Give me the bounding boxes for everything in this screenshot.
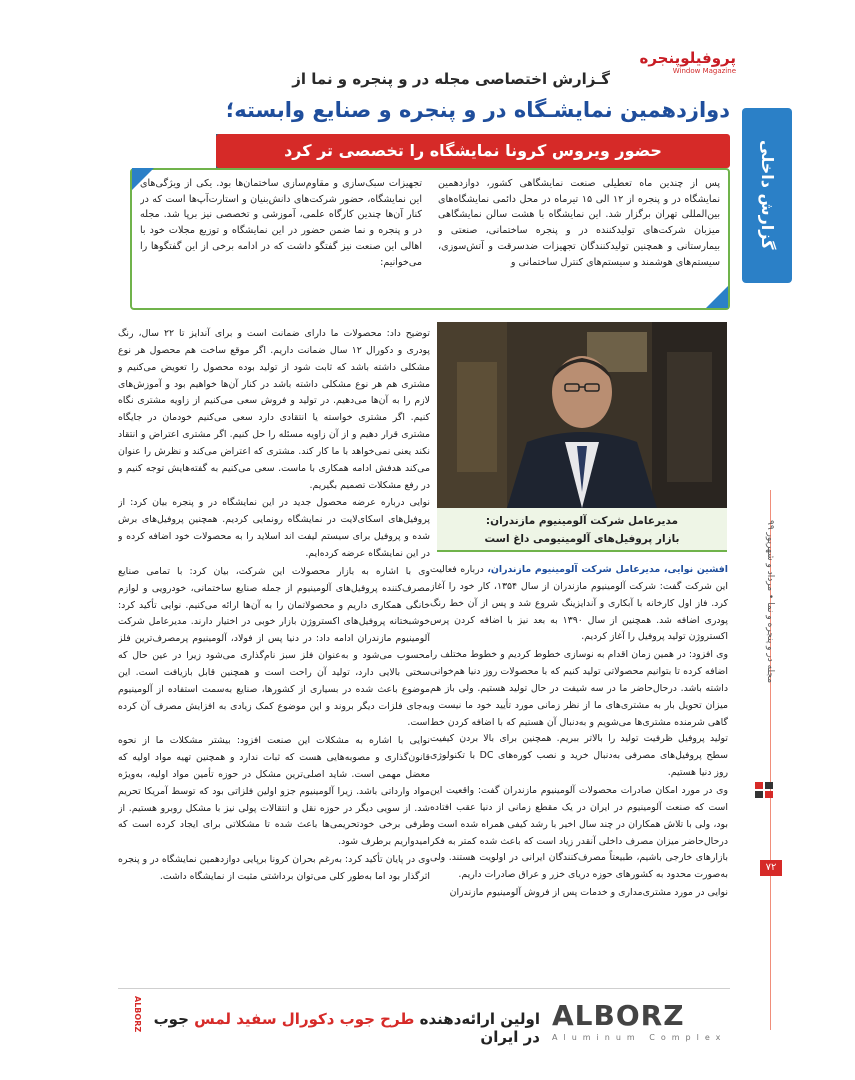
headline-main: دوازدهمین نمایشـگاه در و پنجره و صنایع وابسته؛	[225, 98, 730, 122]
headline-kicker: گـزارش اختصاصی مجله در و پنجره و نما از	[292, 70, 610, 88]
magazine-brand	[636, 50, 736, 80]
advertiser-vertical-mark: ALBORZ	[133, 996, 142, 1033]
article-paragraph: وی افزود: در همین زمان اقدام به نوسازی خطوط کردیم و خطوط مختلف را اضافه کرده تا بتوانیم محصولاتی تولید کنیم که با محصولات روز دنیا هم‌خوانی داشته باشد. درحال‌حاضر ما در سه شیفت در حال تولید هستیم. ولی باز هم میزان تحویل بار به مشتری‌های ما از نظر زمانی مورد تأیید خود ما نیست و گاهی شرمنده مشتری‌ها می‌شویم و به‌دنبال آن هستیم که با اضافه کردن خط تولید پروفیل ظرفیت تولید را بالاتر ببریم. همچنین برای بالا بردن کیفیت سطح پروفیل‌های مصرفی به‌دنبال خرید و نصب کوره‌های DC با تکنولوژی روز دنیا هستیم.	[430, 649, 728, 779]
article-paragraph: توضیح داد: محصولات ما دارای ضمانت است و برای آندایز تا ۲۲ سال، رنگ پودری و دکورال ۱۲ سال ضمانت داریم. اگر موقع ساخت هم محصول هر نوع مشکلی داشته باشد که ثابت شود از تولید بوده محصول را تعویض می‌کنیم و مشتری هم هر نوع مشکلی داشته باشد در کنار آن‌ها خواهیم بود و آموزش‌های لازم را به آن‌ها می‌دهیم. در تولید و فروش سعی می‌کنیم از زاویه مشتری نگاه کنیم. اگر مشتری خواسته یا انتقادی دارد سعی می‌کنیم خودمان در جایگاه مشتری قرار دهیم و از آن زاویه مسئله را حل کنیم. اگر مشتری اعتراض و انتقاد نکند یعنی نمی‌خواهد با ما کار کند. مشتری که اعتراض می‌کند و نظرش را عنوان می‌کند هدفش ادامه همکاری با ماست. سعی می‌کنیم به گفته‌هایش توجه کنیم و در رفع مشکلات تصمیم بگیریم.	[118, 328, 430, 491]
side-issue-label: مجله در و پنجره و نما • مرداد و شهریور ۹۹	[765, 520, 775, 684]
caption-line-1: مدیرعامل شرکت آلومینیوم مازندران:	[485, 515, 679, 527]
article-paragraph: نوایی درباره عرضه محصول جدید در این نمایشگاه در و پنجره بیان کرد: از پروفیل‌های اسکای‌لایت در نمایشگاه رونمایی کردیم. همچنین پروفیل‌های برش شده و پروفیل برای سیستم لیفت اند اسلاید را به محصولات خود اضافه کرده و در این نمایشگاه عرضه کرده‌ایم.	[118, 497, 430, 559]
portrait-photo	[437, 322, 727, 508]
article-lead: افشین نوایی، مدیرعامل شرکت آلومینیوم مازندران،	[487, 564, 728, 575]
advertiser-logo-subtitle: Aluminum Complex	[552, 1033, 727, 1042]
photo-caption	[437, 508, 727, 552]
headline-subtitle-bar: حضور ویروس کرونا نمایشگاه را تخصصی تر کرد	[216, 134, 730, 168]
article-column-left	[118, 326, 430, 980]
advertiser-logo	[552, 1000, 730, 1052]
magazine-icon	[753, 780, 775, 800]
caption-line-2: بازار پروفیل‌های آلومینیومی داغ است	[484, 533, 680, 545]
brand-logo: پروفیلوپنجره	[639, 49, 736, 67]
article-paragraph: وی با اشاره به بازار محصولات این شرکت، بیان کرد: با تمامی صنایع مصرف‌کننده پروفیل‌های آلومینیوم از جمله صنایع ساختمانی، خودرویی و لوازم خانگی همکاری داریم و محصولاتمان را به آن‌ها ارائه می‌کنیم. نوایی تأکید کرد: خوشبختانه پروفیل‌های اکستروژن بازار خوبی در اختیار دارند. مدیرعامل شرکت آلومینیوم مازندران ادامه داد: در دنیا پس از فولاد، آلومینیوم پرمصرف‌ترین فلز محسوب می‌شود و به‌عنوان فلز سبز نام‌گذاری می‌شود زیرا در عین حال که سختی بالایی دارد، تولید آن راحت است و همچنین قابل بازیافت است. این موضوع باعث شده در بسیاری از کشورها، صنایع به‌سمت استفاده از آلومینیوم به‌جای فلزات دیگر بروند و این موضوع کمک زیادی به افزایش مصرف آن کرده است.	[118, 565, 430, 729]
ad-text-pre: اولین ارائه‌دهنده	[419, 1010, 540, 1028]
footer-divider	[118, 988, 730, 989]
article-paragraph: نوایی با اشاره به مشکلات این صنعت افزود: بیشتر مشکلات ما از نحوه قانون‌گذاری و مصوبه‌هایی هست که ثبات ندارد و همچنین تهیه مواد اولیه که معضل مهمی است. شاید اصلی‌ترین مشکل در حوزه تأمین مواد اولیه، به‌ویژه مواد وارداتی باشد. زیرا آلومینیوم جزو اولین فلزاتی بود که توسط آمریکا تحریم شد. از سویی دیگر در حوزه نقل و انتقالات پولی نیز با مشکل روبرو هستیم. از طرفی برخی خودتحریمی‌ها باعث شده تا مشکلاتی برای ایجاد کرده است که امیدواریم برطرف شود.	[118, 735, 430, 848]
intro-text-right: پس از چندین ماه تعطیلی صنعت نمایشگاهی کشور، دوازدهمین نمایشگاه در و پنجره از ۱۲ الی ۱۵ تیرماه در محل دائمی نمایشگاه‌های بین‌المللی تهران برگزار شد. این نمایشگاه با هشت سالن نمایشگاهی میزبان شرکت‌های تولیدکننده در و پنجره ساختمانی، صنعتی و بیمارستانی و همچنین تولیدکنندگان تجهیزات ضدسرقت و آتش‌سوزی، سیستم‌های هوشمند و سیستم‌های کنترل ساختمانی و	[438, 178, 720, 268]
article-paragraph: نوایی در مورد مشتری‌مداری و خدمات پس از فروش آلومینیوم مازندران	[449, 887, 728, 899]
ad-text-post: جوب در ایران	[153, 1010, 540, 1046]
advertiser-logo-text: ALBORZ	[552, 999, 685, 1032]
article-text: درباره فعالیت این شرکت گفت: شرکت آلومینیوم مازندران از سال ۱۳۵۴، کار خود را آغاز کرد. فاز اول کارخانه با آبکاری و آندایزینگ شروع شد و پس از آن خط رنگ پودری اضافه شد. همچنین از سال ۱۳۹۰ به بعد نیز با اضافه کردن پرس اکستروژن تولید پروفیل را آغاز کردیم.	[430, 564, 728, 643]
ad-text-highlight: طرح جوب دکورال سفید لمس	[194, 1010, 415, 1028]
brand-subtitle: Window Magazine	[672, 67, 736, 75]
intro-text-left: تجهیزات سبک‌سازی و مقاوم‌سازی ساختمان‌ها بود. یکی از ویژگی‌های این نمایشگاه، حضور شرکت‌های دانش‌بنیان و استارت‌آپ‌ها است که در کنار آن‌ها چندین کارگاه علمی، آموزشی و تخصصی نیز برپا شد. مجله در و پنجره و نما ضمن حضور در این نمایشگاه و توزیع مجلات خود با اهالی این صنعت نیز گفتگو داشت که در ادامه برخی از این گفتگوها را می‌خوانیم:	[140, 178, 422, 268]
article-paragraph: وی در پایان تأکید کرد: به‌رغم بحران کرونا برپایی دوازدهمین نمایشگاه در و پنجره اثرگذار بود اما به‌طور کلی می‌توان برداشتی مثبت از نمایشگاه داشت.	[118, 854, 430, 882]
article-paragraph: وی در مورد امکان صادرات محصولات آلومینیوم مازندران گفت: واقعیت این است که صنعت آلومینیوم در ایران در یک مقطع زمانی از دنیا عقب افتاده بود، ولی با تلاش همکاران در چند سال اخیر با رشد کیفی همراه شده است و درحال‌حاضر میزان مصرف داخلی آنقدر زیاد است که باعث شده کمتر به فکر بازارهای خارجی باشیم، طبیعتاً مصرف‌کنندگان ایرانی در اولویت هستند. ولی به‌صورت محدود به کشورهای حوزه دریای خزر و عراق صادرات داریم.	[430, 784, 728, 881]
article-column-right	[430, 562, 728, 980]
page-number: ۷۲	[760, 860, 782, 876]
article-paragraph	[430, 562, 728, 646]
advertisement-text	[150, 1010, 540, 1046]
section-tab-label: گزارش داخلی	[758, 140, 777, 250]
